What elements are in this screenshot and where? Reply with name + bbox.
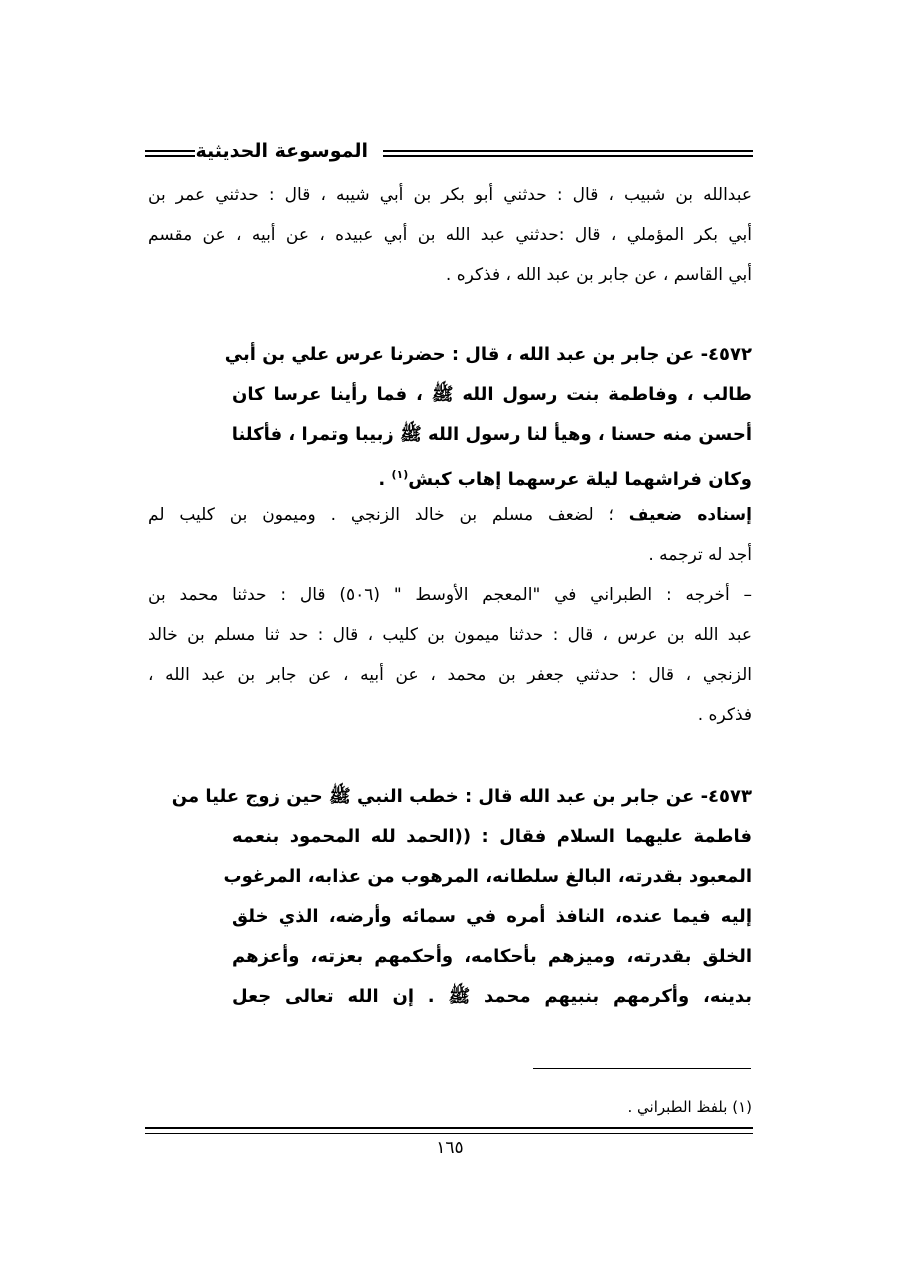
paragraph-line: عبدالله بن شبيب ، قال : حدثني أبو بكر بن أبي شيبه ، قال : حدثني عمر بن bbox=[148, 185, 752, 205]
running-header bbox=[145, 140, 753, 170]
paragraph-line: أبي القاسم ، عن جابر بن عبد الله ، فذكره . bbox=[445, 265, 752, 285]
hadith-line: طالب ، وفاطمة بنت رسول الله ﷺ ، فما رأينا عرسا كان bbox=[232, 384, 752, 405]
hadith-first-line bbox=[148, 782, 752, 812]
hadith-number: ٤٥٧٣- bbox=[700, 786, 752, 807]
hadith-line: بدينه، وأكرمهم بنبيهم محمد ﷺ . إن الله تعالى جعل bbox=[232, 986, 752, 1007]
hadith-text: وكان فراشهما ليلة عرسهما إهاب كبش bbox=[408, 469, 752, 490]
footer-rule bbox=[145, 1133, 753, 1134]
footnote-separator bbox=[533, 1068, 751, 1069]
hadith-line: الخلق بقدرته، وميزهم بأحكامه، وأحكمهم بعزته، وأعزهم bbox=[232, 946, 752, 967]
footnote: (١) بلفظ الطبراني . bbox=[627, 1098, 752, 1116]
grading-line bbox=[148, 500, 752, 530]
grading-text: ؛ لضعف مسلم بن خالد الزنجي . وميمون بن كليب لم bbox=[148, 505, 629, 525]
hadith-line: أحسن منه حسنا ، وهيأ لنا رسول الله ﷺ زبيبا وتمرا ، فأكلنا bbox=[231, 424, 752, 445]
hadith-first-line bbox=[148, 340, 752, 370]
hadith-line: فاطمة عليهما السلام فقال : ((الحمد لله المحمود بنعمه bbox=[232, 826, 752, 847]
hadith-text: عن جابر بن عبد الله قال : خطب النبي ﷺ حين زوج عليا من bbox=[171, 786, 695, 807]
hadith-text: عن جابر بن عبد الله ، قال : حضرنا عرس علي بن أبي bbox=[224, 344, 695, 365]
hadith-line: إليه فيما عنده، النافذ أمره في سمائه وأرضه، الذي خلق bbox=[232, 906, 752, 927]
footnote-ref: (١) bbox=[391, 468, 409, 481]
header-rule bbox=[383, 155, 753, 157]
takhrij-line: فذكره . bbox=[697, 705, 752, 725]
hadith-number: ٤٥٧٢- bbox=[700, 344, 752, 365]
grading-label: إسناده ضعيف bbox=[628, 505, 752, 525]
hadith-end: . bbox=[378, 469, 392, 490]
paragraph-line: أبي بكر المؤملي ، قال :حدثني عبد الله بن أبي عبيده ، عن أبيه ، عن مقسم bbox=[148, 225, 752, 245]
takhrij-line: عبد الله بن عرس ، قال : حدثنا ميمون بن كليب ، قال : حد ثنا مسلم بن خالد bbox=[148, 625, 752, 645]
takhrij-line: الزنجي ، قال : حدثني جعفر بن محمد ، عن أبيه ، عن جابر بن عبد الله ، bbox=[148, 665, 752, 685]
hadith-line: المعبود بقدرته، البالغ سلطانه، المرهوب من عذابه، المرغوب bbox=[223, 866, 752, 887]
grading-line: أجد له ترجمه . bbox=[648, 545, 752, 565]
takhrij-line: – أخرجه : الطبراني في "المعجم الأوسط " (٥٠٦) قال : حدثنا محمد بن bbox=[148, 585, 752, 605]
header-rule bbox=[383, 150, 753, 152]
page-number: ١٦٥ bbox=[436, 1138, 464, 1158]
hadith-line bbox=[378, 460, 752, 495]
footer-rule bbox=[145, 1127, 753, 1129]
header-rule bbox=[145, 150, 195, 152]
header-title: الموسوعة الحديثية bbox=[195, 140, 368, 162]
header-rule bbox=[145, 155, 195, 157]
